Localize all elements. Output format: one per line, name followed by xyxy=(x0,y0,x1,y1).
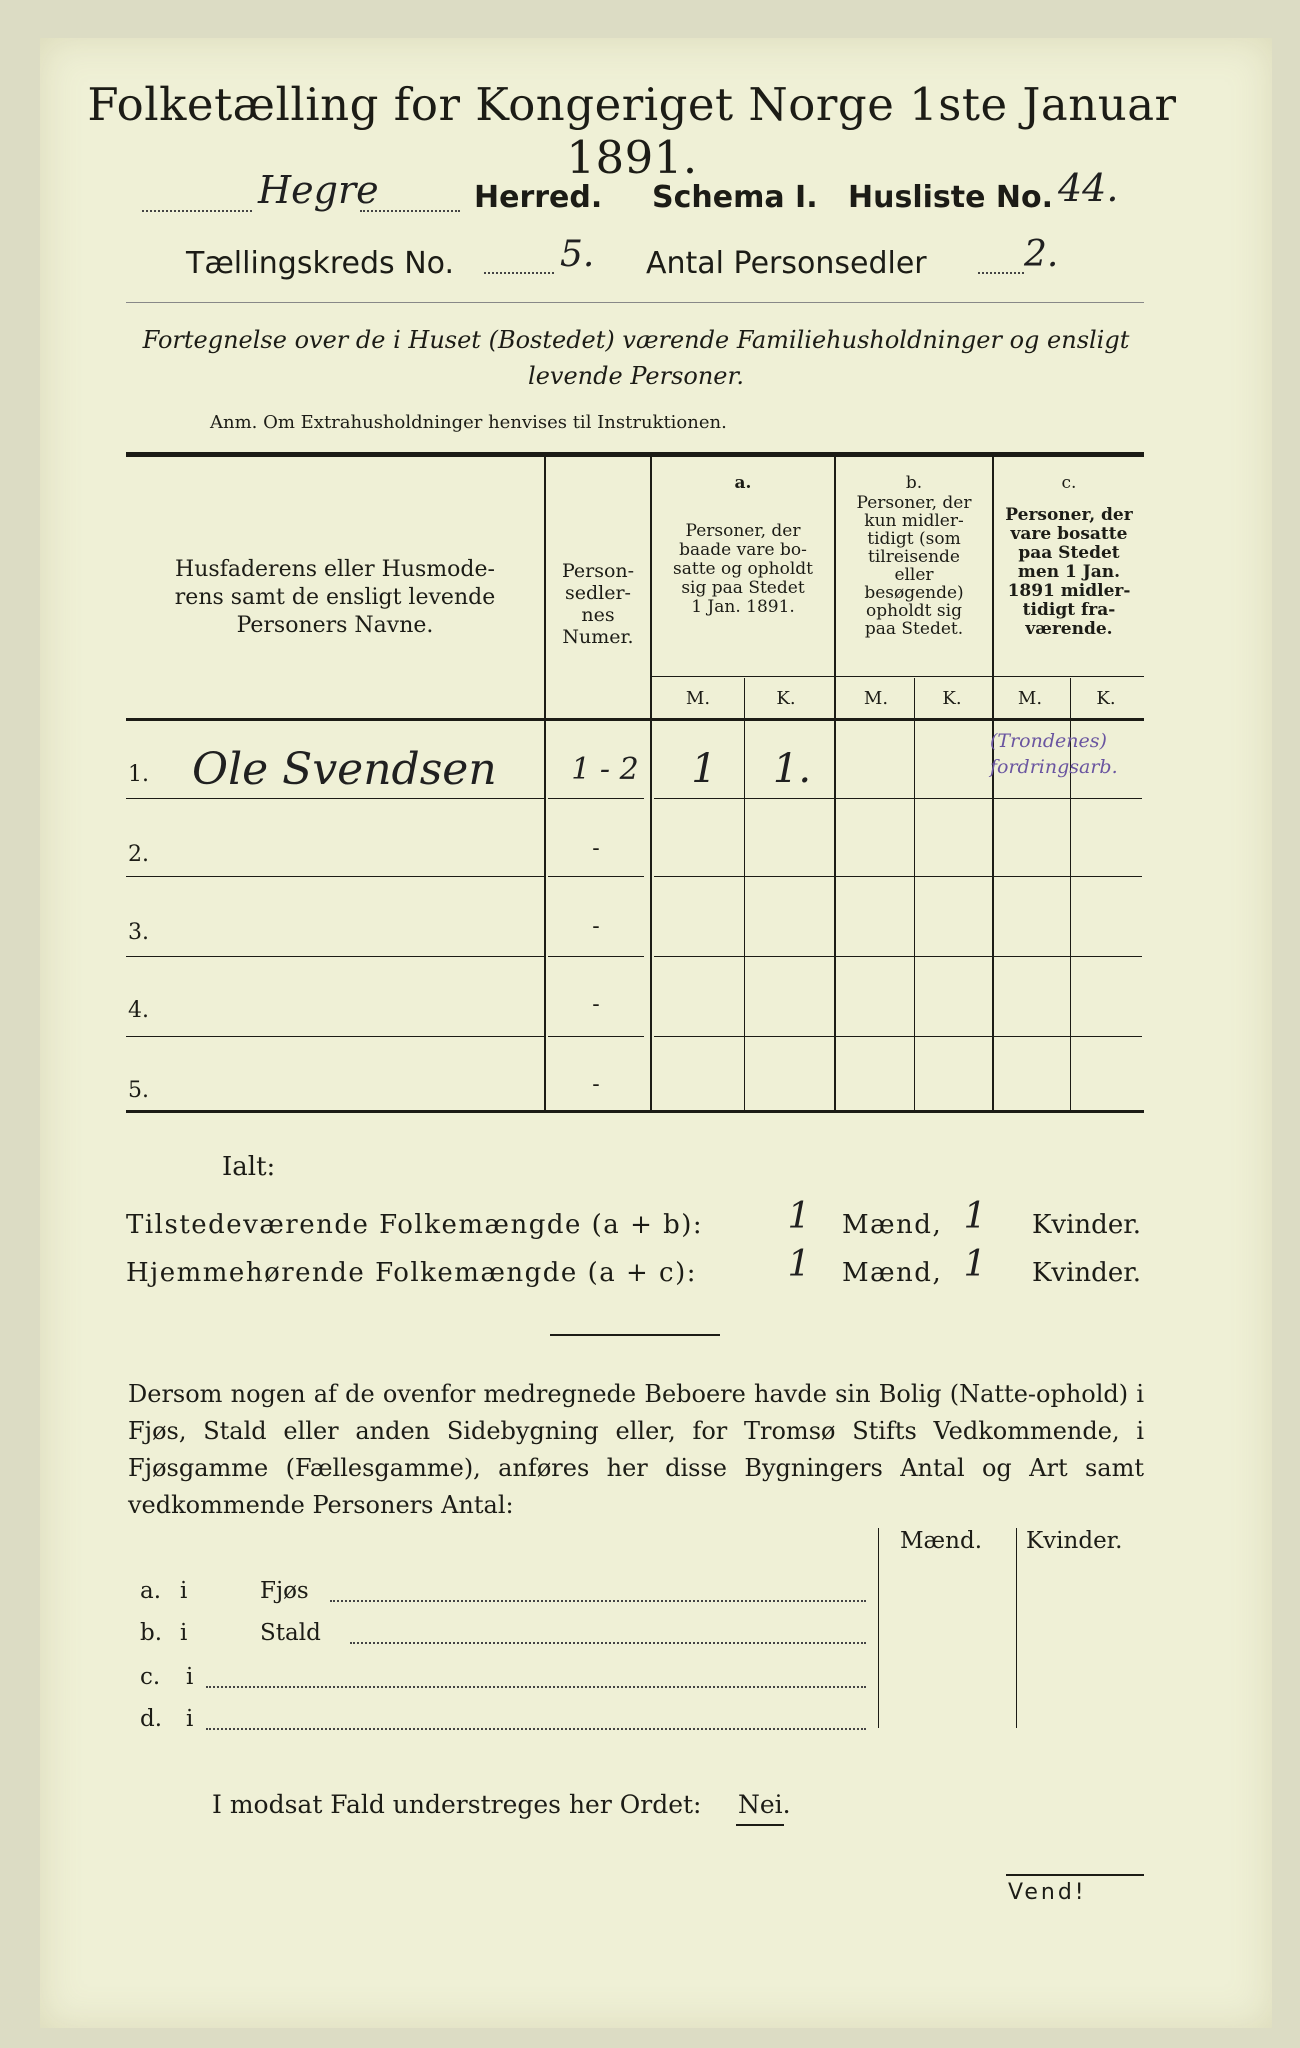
row-a-m: 1 xyxy=(691,746,717,792)
totals-line2-label: Hjemmehørende Folkemængde (a + c): xyxy=(126,1258,697,1288)
col-c-line: men 1 Jan. xyxy=(1017,562,1121,582)
mk-subheader-rule xyxy=(650,676,1144,677)
row-number: 1. xyxy=(128,762,149,787)
col-header-numer-line: Person- xyxy=(561,560,635,582)
totals-line1-m: 1 xyxy=(787,1196,811,1237)
col-c-k: K. xyxy=(1096,688,1116,709)
col-header-names-line: rens samt de ensligt levende xyxy=(174,585,496,610)
building-prep: i xyxy=(180,1620,188,1646)
table-col-divider xyxy=(544,456,546,1112)
totals-line2-k: 1 xyxy=(963,1244,987,1285)
subtitle-line-1: Fortegnelse over de i Huset (Bostedet) værende Familiehusholdninger og ensligt xyxy=(142,326,1130,354)
totals-line1-k: 1 xyxy=(963,1196,987,1237)
building-dotted-line xyxy=(330,1600,866,1602)
building-prep: i xyxy=(186,1706,194,1732)
col-a-k: K. xyxy=(776,688,796,709)
husliste-value: 44. xyxy=(1058,166,1119,210)
row-rule xyxy=(548,876,644,877)
building-prep: i xyxy=(180,1578,188,1604)
building-letter: c. xyxy=(140,1664,161,1690)
col-b-line: tidigt (som xyxy=(867,529,961,549)
building-letter: a. xyxy=(140,1578,162,1604)
col-header-names xyxy=(130,556,540,640)
row-number: 3. xyxy=(128,920,149,945)
col-header-numer-line: Numer. xyxy=(562,626,634,648)
col-c-m: M. xyxy=(1017,688,1043,709)
nei-underline xyxy=(736,1824,784,1826)
col-c-line: tidigt fra- xyxy=(1022,600,1116,620)
form-subtitle xyxy=(126,322,1146,394)
row-rule xyxy=(548,798,644,799)
row-rule xyxy=(654,1036,1142,1037)
building-letter: b. xyxy=(140,1620,163,1646)
buildings-col-divider xyxy=(878,1528,879,1728)
row-a-k: 1. xyxy=(772,746,812,792)
herred-dotted-line-2 xyxy=(360,210,460,212)
herred-value: Hegre xyxy=(258,168,379,212)
totals-line1-maend: Mænd, xyxy=(842,1210,943,1240)
row-number: 5. xyxy=(128,1078,149,1103)
row-numer: - xyxy=(592,1072,600,1097)
row-number: 4. xyxy=(128,998,149,1023)
col-b-k: K. xyxy=(942,688,962,709)
col-c-line: Personer, der xyxy=(1005,505,1133,525)
row-numer: - xyxy=(592,992,600,1017)
col-header-names-line: Husfaderens eller Husmode- xyxy=(175,557,495,582)
building-dotted-line xyxy=(206,1686,866,1688)
col-a-line: Personer, der xyxy=(685,521,801,541)
building-dotted-line xyxy=(350,1642,866,1644)
table-mk-divider xyxy=(744,678,745,1112)
row-name: Ole Svendsen xyxy=(192,744,497,795)
row-rule xyxy=(126,798,544,799)
col-a-letter: a. xyxy=(734,473,752,493)
totals-line1-kvinder: Kvinder. xyxy=(1032,1210,1142,1240)
col-header-names-line: Personers Navne. xyxy=(236,613,434,638)
col-b-line: tilreisende xyxy=(867,547,960,567)
taellingskreds-dotted-line xyxy=(484,272,554,274)
personsedler-value: 2. xyxy=(1024,234,1059,275)
row-number: 2. xyxy=(128,842,149,867)
vend-rule xyxy=(1006,1874,1144,1876)
vend-text: Vend! xyxy=(1008,1880,1087,1905)
row-rule xyxy=(654,876,1142,877)
row-numer: - xyxy=(592,914,600,939)
col-header-numer-line: sedler- xyxy=(565,582,631,604)
col-b-letter: b. xyxy=(905,473,923,493)
building-letter: d. xyxy=(140,1706,163,1732)
row-rule xyxy=(654,956,1142,957)
col-b-line: Personer, der xyxy=(856,493,972,513)
col-a-line: satte og opholdt xyxy=(673,559,813,579)
building-prep: i xyxy=(186,1664,194,1690)
col-header-c xyxy=(994,506,1144,639)
building-label: Fjøs xyxy=(260,1578,309,1604)
header-divider xyxy=(126,302,1144,303)
col-c-line: 1891 midler- xyxy=(1007,581,1131,601)
col-b-line: paa Stedet. xyxy=(864,619,964,639)
row-rule xyxy=(548,1036,644,1037)
row-numer: - xyxy=(592,836,600,861)
totals-line2-maend: Mænd, xyxy=(842,1258,943,1288)
nei-word: Nei. xyxy=(738,1790,791,1819)
col-a-line: 1 Jan. 1891. xyxy=(691,597,795,617)
col-a-line: baade vare bo- xyxy=(679,540,807,560)
row-rule xyxy=(126,1036,544,1037)
table-mk-divider xyxy=(914,678,915,1112)
col-header-numer-line: nes xyxy=(581,604,615,626)
col-a-line: sig paa Stedet xyxy=(681,578,805,598)
herred-dotted-line xyxy=(142,210,252,212)
col-b-m: M. xyxy=(863,688,889,709)
section-divider xyxy=(550,1334,720,1336)
row-rule xyxy=(126,876,544,877)
building-dotted-line xyxy=(206,1728,866,1730)
personsedler-dotted-line xyxy=(978,272,1024,274)
row-rule xyxy=(126,956,544,957)
row-rule xyxy=(654,798,1142,799)
husliste-label: Husliste No. xyxy=(848,180,1053,215)
taellingskreds-label: Tællingskreds No. xyxy=(186,246,454,281)
totals-line2-kvinder: Kvinder. xyxy=(1032,1258,1142,1288)
ialt-label: Ialt: xyxy=(222,1152,276,1182)
buildings-col-divider xyxy=(1016,1528,1017,1728)
col-header-numer xyxy=(548,560,648,648)
modsat-text: I modsat Fald understreges her Ordet: xyxy=(212,1790,702,1819)
form-title: Folketælling for Kongeriget Norge 1ste Januar 1891. xyxy=(87,78,1177,184)
col-b-line: kun midler- xyxy=(864,511,964,531)
col-b-line: eller xyxy=(894,565,934,585)
buildings-col-maend: Mænd. xyxy=(900,1528,983,1554)
taellingskreds-value: 5. xyxy=(560,234,595,275)
totals-line2-m: 1 xyxy=(787,1244,811,1285)
col-c-letter: c. xyxy=(1061,473,1077,493)
col-b-line: opholdt sig xyxy=(866,601,962,621)
personsedler-label: Antal Personsedler xyxy=(646,246,927,281)
totals-line1-label: Tilstedeværende Folkemængde (a + b): xyxy=(126,1210,704,1240)
building-label: Stald xyxy=(260,1620,321,1646)
annotation-note: Anm. Om Extrahusholdninger henvises til Instruktionen. xyxy=(210,412,727,433)
schema-label: Schema I. xyxy=(652,180,818,215)
col-a-m: M. xyxy=(685,688,711,709)
col-c-line: værende. xyxy=(1025,619,1113,639)
col-header-b xyxy=(836,494,992,638)
row-rule xyxy=(548,956,644,957)
buildings-col-kvinder: Kvinder. xyxy=(1026,1528,1123,1554)
row-numer: 1 - 2 xyxy=(571,752,639,787)
col-c-line: vare bosatte xyxy=(1010,524,1128,544)
col-header-a xyxy=(652,522,834,617)
col-c-line: paa Stedet xyxy=(1018,543,1120,563)
subtitle-line-2: levende Personer. xyxy=(528,362,744,390)
herred-label: Herred. xyxy=(474,180,603,215)
buildings-paragraph: Dersom nogen af de ovenfor medregnede Beboere havde sin Bolig (Natte-ophold) i Fjøs, Stald eller anden Sidebygning eller, for Tromsø Stifts Vedkommende, i Fjøsgamme (Fællesgamme), anføres her disse Bygningers Antal og Art samt vedkommende Personers Antal: xyxy=(128,1380,1144,1519)
row-c-note: (Trondenes) fordringsarb. xyxy=(990,730,1118,778)
col-b-line: besøgende) xyxy=(864,583,964,603)
